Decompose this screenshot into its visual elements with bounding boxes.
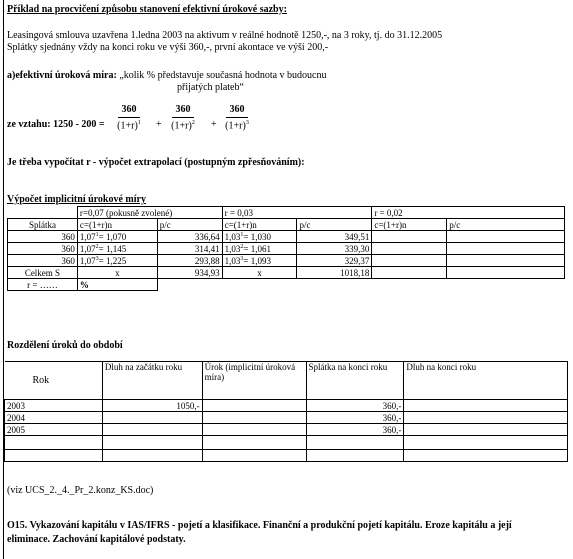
cell-pc3	[447, 255, 565, 267]
cell-konec	[404, 412, 568, 424]
cell-pc1: 336,64	[157, 231, 222, 243]
cell-dluh	[102, 412, 202, 424]
cell-pc2: 349,51	[297, 231, 372, 243]
cell-c2: $1,03^1= 1,030$	[222, 231, 297, 243]
table-header-row-2	[8, 219, 565, 231]
total-pc3	[447, 267, 565, 279]
table-row	[5, 412, 568, 424]
cell-rok: 2004	[5, 412, 103, 424]
plus-2: +	[211, 119, 217, 130]
header-empty	[8, 207, 78, 219]
plus-1: +	[156, 119, 162, 130]
cell-urok	[202, 412, 306, 424]
intro-line-1: Leasingová smlouva uzavřena 1.ledna 2003 na aktivum v reálné hodnotě 1250,-, na 3 roky, tj. do 31.12.2005	[7, 30, 443, 41]
fraction-1-denominator: $(1+r)^1$	[117, 120, 141, 132]
part-a	[7, 70, 327, 81]
page-heading: Příklad na procvičení způsobu stanovení efektivní úrokové sazby:	[7, 4, 287, 15]
cell-c3	[372, 255, 447, 267]
cell-pc1: 293,88	[157, 255, 222, 267]
cell-pc3	[447, 231, 565, 243]
cell-pc2: 329,37	[297, 255, 372, 267]
fraction-2-denominator: $(1+r)^2$	[171, 120, 195, 132]
distribution-title: Rozdělení úroků do období	[7, 340, 123, 351]
r-label: r = ……	[8, 279, 78, 291]
cell-c3	[372, 231, 447, 243]
total-x2: x	[222, 267, 297, 279]
table-row	[5, 450, 568, 462]
cell-c1: $1,07^2= 1,145$	[77, 243, 157, 255]
cell-rok	[5, 436, 103, 450]
cell-rok: 2003	[5, 400, 103, 412]
fraction-3-denominator: $(1+r)^3$	[225, 120, 249, 132]
table-row	[5, 424, 568, 436]
cell-pc2: 339,30	[297, 243, 372, 255]
cell-pc3	[447, 243, 565, 255]
cell-urok	[202, 400, 306, 412]
part-a-label: a)efektivní úroková míra:	[7, 70, 117, 81]
cell-dluh	[102, 424, 202, 436]
cell-urok	[202, 424, 306, 436]
cell-konec	[404, 436, 568, 450]
cell-splatka: 360,-	[306, 424, 404, 436]
header-c1: c=(1+r)n	[77, 219, 157, 231]
cell-c2: $1,03^3= 1,093$	[222, 255, 297, 267]
total-c3	[372, 267, 447, 279]
cell-splatka: 360	[8, 231, 78, 243]
formula-label: ze vztahu: 1250 - 200 =	[7, 119, 105, 130]
fraction-1-numerator: 360	[121, 104, 137, 115]
total-row	[8, 267, 565, 279]
fraction-2-numerator: 360	[175, 104, 191, 115]
table-row	[5, 400, 568, 412]
header-r002: r = 0,02	[372, 207, 565, 219]
cell-c1: $1,07^3= 1,225$	[77, 255, 157, 267]
fraction-3	[217, 104, 257, 131]
header-dluh-konec: Dluh na konci roku	[404, 362, 568, 400]
header-r003: r = 0,03	[222, 207, 372, 219]
cell-konec	[404, 424, 568, 436]
cell-konec	[404, 400, 568, 412]
cell-splatka: 360	[8, 255, 78, 267]
fraction-2	[163, 104, 203, 131]
reference-note: (viz UCS_2._4._Pr_2.konz_KS.doc)	[7, 485, 154, 496]
cell-splatka: 360,-	[306, 400, 404, 412]
header-pc1: p/c	[157, 219, 222, 231]
cell-c3	[372, 243, 447, 255]
cell-dluh	[102, 436, 202, 450]
calc-instruction: Je třeba vypočítat r - výpočet extrapolací (postupným zpřesňováním):	[7, 157, 305, 168]
header-splatka: Splátka	[8, 219, 78, 231]
implicit-title: Výpočet implicitní úrokové míry	[7, 194, 146, 205]
fraction-1	[109, 104, 149, 131]
fraction-3-numerator: 360	[229, 104, 245, 115]
header-c2: c=(1+r)n	[222, 219, 297, 231]
cell-splatka: 360,-	[306, 412, 404, 424]
footer-line-2: eliminace. Zachování kapitálové podstaty.	[7, 534, 186, 545]
header-pc2: p/c	[297, 219, 372, 231]
cell-dluh: 1050,-	[102, 400, 202, 412]
total-label: Celkem S	[8, 267, 78, 279]
header-rok: Rok	[5, 362, 103, 400]
header-urok: Úrok (implicitní úroková míra)	[202, 362, 306, 400]
cell-pc1: 314,41	[157, 243, 222, 255]
distribution-table	[4, 361, 568, 462]
intro-line-2: Splátky sjednány vždy na konci roku ve výši 360,-, první akontace ve výši 200,-	[7, 42, 329, 53]
header-pc3: p/c	[447, 219, 565, 231]
cell-urok	[202, 436, 306, 450]
implicit-rate-table	[7, 206, 565, 291]
table-row	[8, 231, 565, 243]
part-a-text-cont: přijatých plateb“	[177, 82, 244, 93]
table-row	[8, 255, 565, 267]
cell-rok: 2005	[5, 424, 103, 436]
total-value-2: 1018,18	[297, 267, 372, 279]
cell-splatka: 360	[8, 243, 78, 255]
cell-c1: $1,07^1= 1,070$	[77, 231, 157, 243]
total-value-1: 934,93	[157, 267, 222, 279]
cell-c2: $1,03^2= 1,061$	[222, 243, 297, 255]
table-header-row-1	[8, 207, 565, 219]
margin-bar	[3, 0, 4, 559]
header-splatka: Splátka na konci roku	[306, 362, 404, 400]
table-row	[5, 436, 568, 450]
cell-splatka	[306, 436, 404, 450]
total-x1: x	[77, 267, 157, 279]
distribution-header-row	[5, 362, 568, 400]
header-r007: r=0,07 (pokusně zvolené)	[77, 207, 222, 219]
footer-line-1: O15. Vykazování kapitálu v IAS/IFRS - pojetí a klasifikace. Finanční a produkční pojetí kapitálu. Eroze kapitálu a její	[7, 520, 512, 531]
r-row	[8, 279, 565, 291]
header-dluh-zacatek: Dluh na začátku roku	[102, 362, 202, 400]
table-row	[8, 243, 565, 255]
header-c3: c=(1+r)n	[372, 219, 447, 231]
r-percent: %	[77, 279, 157, 291]
part-a-text: „kolik % představuje současná hodnota v budoucnu	[116, 70, 327, 81]
